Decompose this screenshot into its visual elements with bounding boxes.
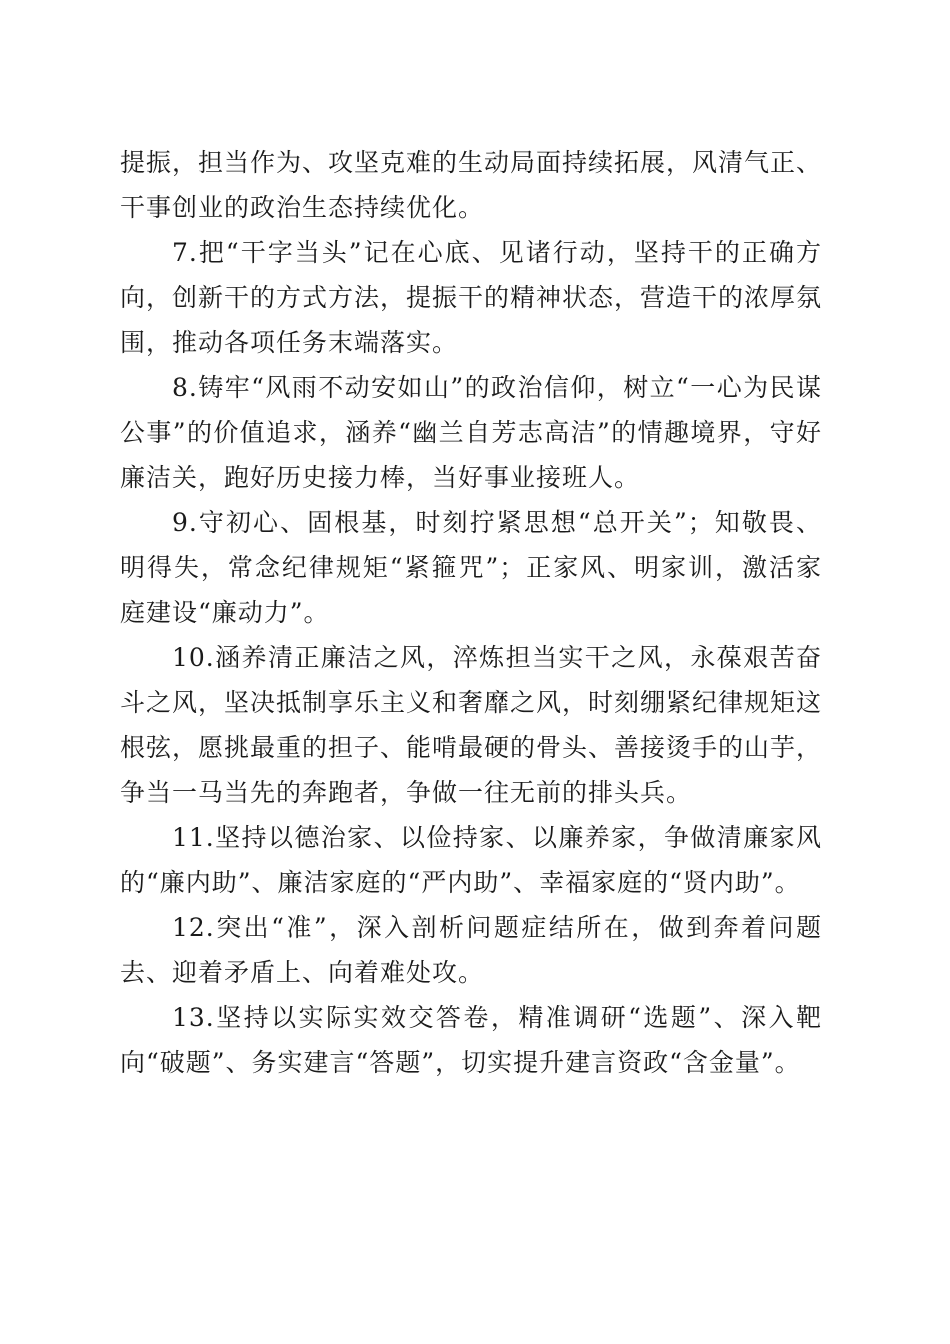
paragraph-item-13: 13.坚持以实际实效交答卷，精准调研“选题”、深入靶向“破题”、务实建言“答题”，切实提升建言资政“含金量”。 xyxy=(120,1003,822,1077)
paragraph-item-7: 7.把“干字当头”记在心底、见诸行动，坚持干的正确方向，创新干的方式方法，提振干的精神状态，营造干的浓厚氛围，推动各项任务末端落实。 xyxy=(120,238,823,357)
paragraph-item-9: 9.守初心、固根基，时刻拧紧思想“总开关”；知敬畏、明得失，常念纪律规矩“紧箍咒”；正家风、明家训，激活家庭建设“廉动力”。 xyxy=(120,508,822,627)
document-body xyxy=(120,140,822,1085)
paragraph-continued: 提振，担当作为、攻坚克难的生动局面持续拓展，风清气正、干事创业的政治生态持续优化。 xyxy=(120,148,823,222)
paragraph-item-8: 8.铸牢“风雨不动安如山”的政治信仰，树立“一心为民谋公事”的价值追求，涵养“幽兰自芳志高洁”的情趣境界，守好廉洁关，跑好历史接力棒，当好事业接班人。 xyxy=(120,373,822,492)
paragraph-item-10: 10.涵养清正廉洁之风，淬炼担当实干之风，永葆艰苦奋斗之风，坚决抵制享乐主义和奢靡之风，时刻绷紧纪律规矩这根弦，愿挑最重的担子、能啃最硬的骨头、善接烫手的山芋，争当一马当先的奔跑者，争做一往无前的排头兵。 xyxy=(120,643,823,807)
paragraph-item-12: 12.突出“准”，深入剖析问题症结所在，做到奔着问题去、迎着矛盾上、向着难处攻。 xyxy=(120,913,822,987)
paragraph-item-11: 11.坚持以德治家、以俭持家、以廉养家，争做清廉家风的“廉内助”、廉洁家庭的“严内助”、幸福家庭的“贤内助”。 xyxy=(120,823,822,897)
